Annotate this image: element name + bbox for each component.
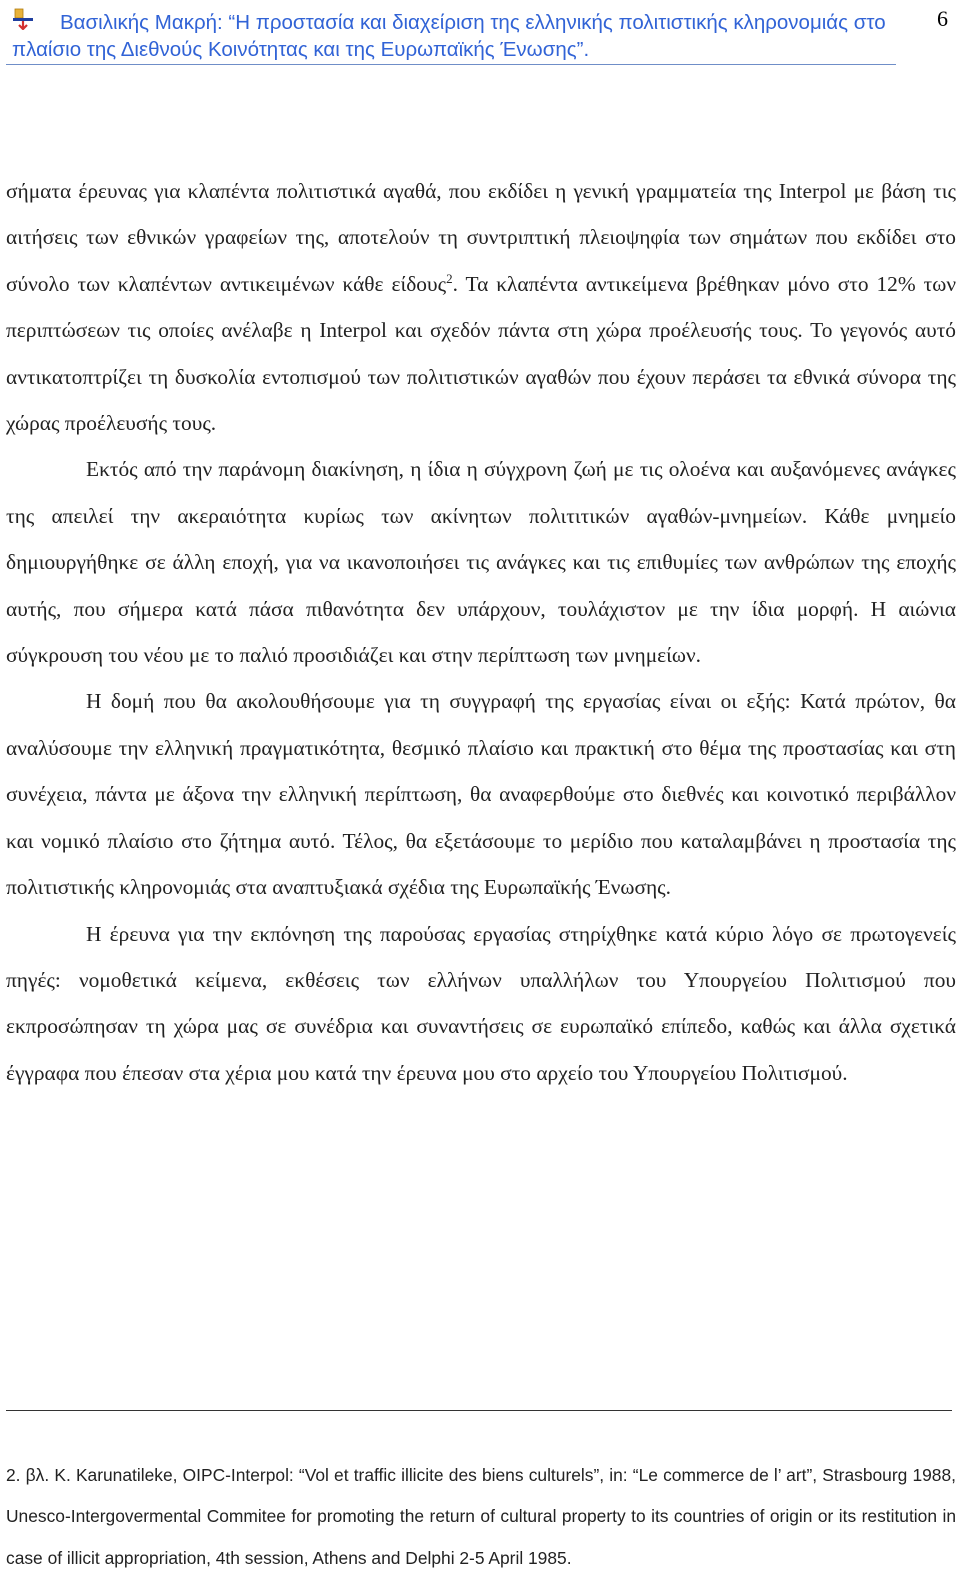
paragraph-4: Η έρευνα για την εκπόνηση της παρούσας εργασίας στηρίχθηκε κατά κύριο λόγο σε πρωτογενείς πηγές: νομοθετικά κείμενα, εκθέσεις των ελλήνων υπαλλήλων του Υπουργείου Πολιτισμού που εκπροσώπησαν τη χώρα μας σε συνέδρια και συναντήσεις σε ευρωπαϊκό επίπεδο, καθώς και άλλα σχετικά έγγραφα που έπεσαν στα χέρια μου κατά την έρευνα μου στο αρχείο του Υπουργείου Πολιτισμού. — [6, 921, 956, 1085]
footnote-2: 2. βλ. K. Karunatileke, OIPC-Interpol: “Vol et traffic illicite des biens culturels”, in: “Le commerce de l’ art”, Strasbourg 1988, Unesco-Intergovermental Commitee for promoting the return of cultural property to its countries of origin or its restitution in case of illicit appropriation, 4th session, Athens and Delphi 2-5 April 1985. — [6, 1465, 956, 1568]
page-header — [6, 4, 956, 64]
header-divider — [6, 64, 896, 65]
paragraph-1-part-2: . Τα κλαπέντα αντικείμενα βρέθηκαν μόνο στο 12% των περιπτώσεων τις οποίες ανέλαβε η Interpol και σχεδόν πάντα στη χώρα προέλευσής τους. Το γεγονός αυτό αντικατοπτρίζει τη δυσκολία εντοπισμού των πολιτιστικών αγαθών που έχουν περάσει τα εθνικά σύνορα της χώρας προέλευσής τους. — [6, 271, 956, 436]
page-number: 6 — [937, 6, 948, 31]
footnote-divider — [6, 1410, 952, 1411]
paragraph-3: Η δομή που θα ακολουθήσουμε για τη συγγραφή της εργασίας είναι οι εξής: Κατά πρώτον, θα αναλύσουμε την ελληνική πραγματικότητα, θεσμικό πλαίσιο και πρακτική στο θέμα της προστασίας και στη συνέχεια, πάντα με άξονα την ελληνική περίπτωση, θα αναφερθούμε στο διεθνές και κοινοτικό περιβάλλον και νομικό πλαίσιο στο ζήτημα αυτό. Τέλος, θα εξετάσουμε το μερίδιο που καταλαμβάνει η προστασία της πολιτιστικής κληρονομιάς στα αναπτυξιακά σχέδια της Ευρωπαϊκής Ένωσης. — [6, 689, 956, 900]
footnote-reference[interactable]: 2 — [446, 270, 453, 286]
paragraph-1 — [6, 168, 956, 446]
running-header-title: Βασιλικής Μακρή: “Η προστασία και διαχείριση της ελληνικής πολιτιστικής κληρονομιάς στο πλαίσιο της Διεθνούς Κοινότητας και της Ευρωπαϊκής Ένωσης”. — [12, 11, 886, 61]
body-text — [6, 168, 956, 1096]
paragraph-1-part-1: σήματα έρευνας για κλαπέντα πολιτιστικά αγαθά, που εκδίδει η γενική γραμματεία της Interpol με βάση τις αιτήσεις των εθνικών γραφείων της, αποτελούν τη συντριπτική πλειοψηφία των σημάτων που εκδίδει στο σύνολο των κλαπέντων αντικειμένων κάθε είδους — [6, 179, 956, 296]
paragraph-2: Εκτός από την παράνομη διακίνηση, η ίδια η σύγχρονη ζωή με τις ολοένα και αυξανόμενες ανάγκες της απειλεί την ακεραιότητα κυρίως των ακίνητων πολιτιτικών αγαθών-μνημείων. Κάθε μνημείο δημιουργήθηκε σε άλλη εποχή, για να ικανοποιήσει τις ανάγκες και τις επιθυμίες των ανθρώπων της εποχής αυτής, που σήμερα κατά πάσα πιθανότητα δεν υπάρχουν, τουλάχιστον με την ίδια μορφή. Η αιώνια σύγκρουση του νέου με το παλιό προσιδιάζει και στην περίπτωση των μνημείων. — [6, 457, 956, 668]
